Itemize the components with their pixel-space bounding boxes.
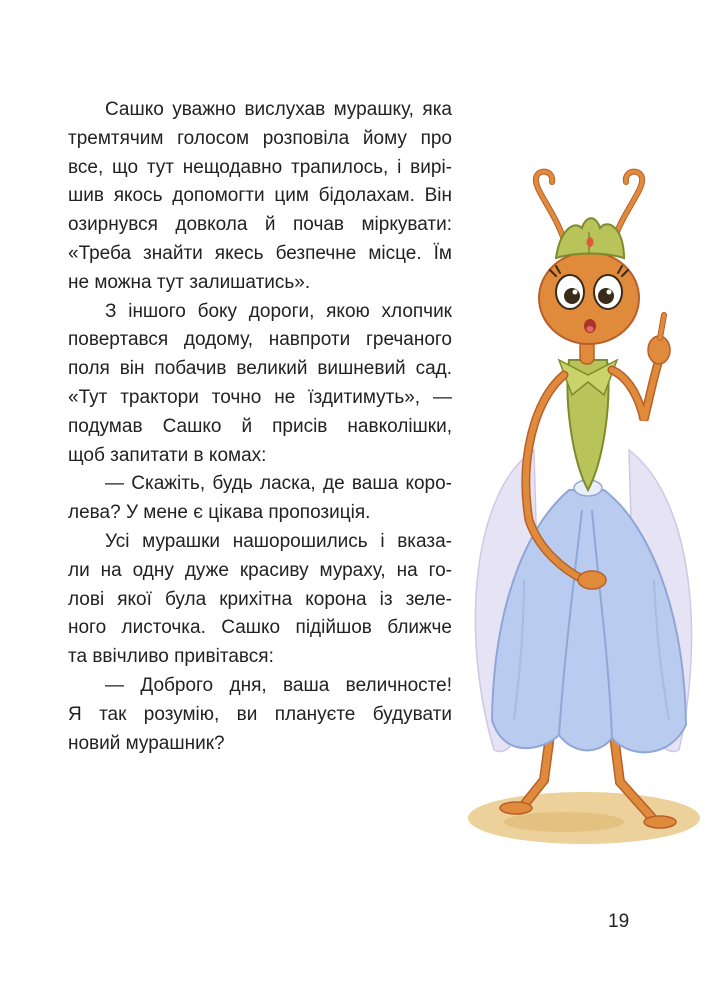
text-line: щоб запитати в комах: [68, 444, 267, 466]
text-line: ного листочка. Сашко підійшов ближче [68, 617, 452, 639]
text-line: новий мурашник? [68, 732, 225, 754]
text-line: все, що тут нещодавно трапилось, і вирі- [68, 156, 452, 178]
text-line: «Треба знайти якесь безпечне місце. Їм [68, 242, 452, 264]
page-number: 19 [608, 911, 630, 932]
text-line: З іншого боку дороги, якою хлопчик [105, 300, 452, 322]
text-line: «Тут трактори точно не їздитимуть», — [68, 386, 452, 408]
text-line: Я так розумію, ви плануєте будувати [68, 703, 452, 725]
text-line: лові якої була крихітна корона із зеле- [68, 588, 452, 610]
text-line: — Скажіть, будь ласка, де ваша коро- [105, 473, 452, 495]
left-foot [500, 802, 532, 814]
ant-queen-illustration [464, 160, 704, 850]
text-line: тремтячим голосом розповіла йому про [68, 127, 452, 149]
text-line: та ввічливо привітався: [68, 646, 274, 668]
text-line: подумав Сашко й присів навколішки, [68, 415, 452, 437]
text-line: озирнувся довкола й почав міркувати: [68, 214, 452, 236]
right-foot [644, 816, 676, 828]
text-line: Сашко уважно вислухав мурашку, яка [105, 99, 452, 120]
text-line: Усі мурашки нашорошились і вказа- [105, 530, 452, 552]
text-line: лева? У мене є цікава пропозиція. [68, 502, 371, 524]
text-line: поля він побачив великий вишневий сад. [68, 358, 452, 380]
text-line: не можна тут залишатись». [68, 271, 311, 293]
text-line: — Доброго дня, ваша величносте! [105, 674, 452, 696]
story-text [68, 96, 452, 758]
text-line: шив якось допомогти цим бідолахам. Він [68, 185, 452, 207]
text-line: ли на одну дуже красиву мураху, на го- [68, 559, 452, 581]
text-line: повертався додому, навпроти гречаного [68, 329, 452, 351]
